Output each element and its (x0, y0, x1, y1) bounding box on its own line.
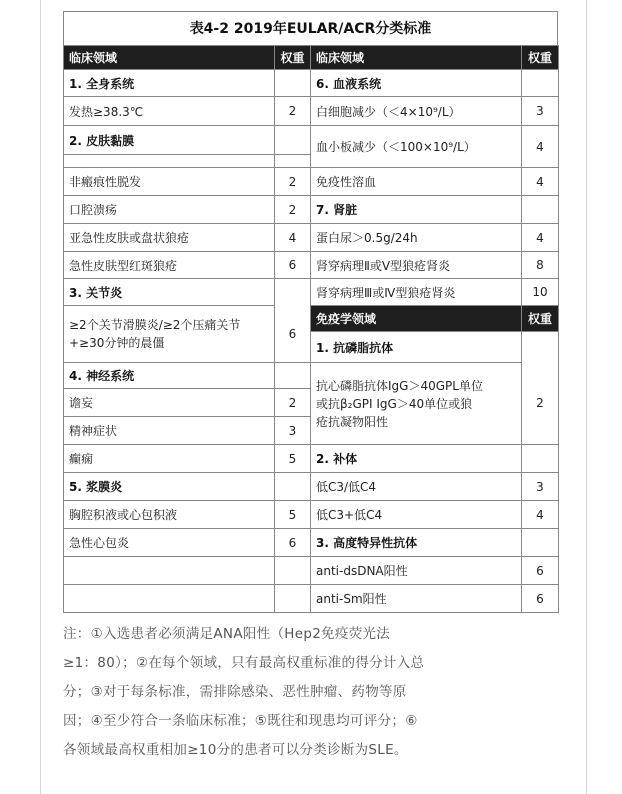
footnote-line-4: 因；④至少符合一条临床标准；⑤既往和现患均可评分；⑥ (63, 713, 418, 729)
header-immunologic-weight: 权重 (522, 306, 559, 332)
section-specific-antibodies: 3. 高度特异性抗体 (311, 529, 522, 557)
header-clinical-domain-right: 临床领域 (311, 46, 522, 70)
joint-line-2: +≥30分钟的晨僵 (69, 336, 165, 350)
weight-proteinuria: 4 (522, 224, 559, 252)
joint-line-1: ≥2个关节滑膜炎/≥2个压痛关节 (69, 318, 241, 332)
criterion-effusion: 胸腔积液或心包积液 (64, 501, 275, 529)
empty-cell (64, 585, 275, 613)
weight-biopsy-class2-5: 8 (522, 252, 559, 279)
criterion-biopsy-class3-4: 肾穿病理Ⅲ或Ⅳ型狼疮肾炎 (311, 279, 522, 306)
weight-antiphospholipid: 2 (522, 363, 559, 445)
weight-fever: 2 (275, 97, 311, 126)
criterion-biopsy-class2-5: 肾穿病理Ⅱ或Ⅴ型狼疮肾炎 (311, 252, 522, 279)
criterion-psychosis: 精神症状 (64, 417, 275, 445)
criterion-antiphospholipid-antibodies (311, 363, 522, 445)
section-constitutional: 1. 全身系统 (64, 70, 275, 97)
footnote-line-1: 注：①入选患者必须满足ANA阳性（Hep2免疫荧光法 (63, 626, 391, 642)
weight-anti-sm: 6 (522, 585, 559, 613)
criterion-seizure: 癫痫 (64, 445, 275, 473)
criterion-alopecia: 非瘢痕性脱发 (64, 168, 275, 196)
empty-cell (64, 557, 275, 585)
criterion-pericarditis: 急性心包炎 (64, 529, 275, 557)
weight-anti-dsdna: 6 (522, 557, 559, 585)
criterion-oral-ulcers: 口腔溃疡 (64, 196, 275, 224)
weight-effusion: 5 (275, 501, 311, 529)
apl-line-2: 或抗β₂GPⅠ IgG＞40单位或狼 (316, 396, 473, 411)
header-clinical-domain-left: 临床领域 (64, 46, 275, 70)
criterion-anti-dsdna: anti-dsDNA阳性 (311, 557, 522, 585)
section-antiphospholipid: 1. 抗磷脂抗体 (311, 332, 522, 363)
section-complement: 2. 补体 (311, 445, 522, 473)
section-mucocutaneous: 2. 皮肤黏膜 (64, 126, 275, 155)
weight-joint-involvement: 6 (275, 306, 311, 363)
footnote (63, 620, 561, 765)
criterion-thrombocytopenia: 血小板减少（＜100×10⁹/L） (311, 126, 522, 168)
criterion-proteinuria: 蛋白尿＞0.5g/24h (311, 224, 522, 252)
weight-pericarditis: 6 (275, 529, 311, 557)
criterion-delirium: 谵妄 (64, 389, 275, 417)
header-weight-right: 权重 (522, 46, 559, 70)
weight-delirium: 2 (275, 389, 311, 417)
header-weight-left: 权重 (275, 46, 311, 70)
weight-acle: 6 (275, 252, 311, 279)
weight-low-c3-and-c4: 4 (522, 501, 559, 529)
weight-oral-ulcers: 2 (275, 196, 311, 224)
footnote-line-3: 分；③对于每条标准，需排除感染、恶性肿瘤、药物等原 (63, 684, 407, 700)
section-serosal: 5. 浆膜炎 (64, 473, 275, 501)
left-border-line (40, 0, 41, 794)
criterion-hemolysis: 免疫性溶血 (311, 168, 522, 196)
criterion-fever: 发热≥38.3℃ (64, 97, 275, 126)
weight-seizure: 5 (275, 445, 311, 473)
criteria-table (63, 45, 559, 613)
apl-line-3: 疮抗凝物阳性 (316, 414, 389, 429)
weight-thrombocytopenia: 4 (522, 126, 559, 168)
criteria-table-container (63, 11, 558, 613)
section-renal: 7. 肾脏 (311, 196, 522, 224)
header-immunologic-domain: 免疫学领域 (311, 306, 522, 332)
criterion-scle-dle: 亚急性皮肤或盘状狼疮 (64, 224, 275, 252)
criterion-anti-sm: anti-Sm阳性 (311, 585, 522, 613)
criterion-leukopenia: 白细胞减少（＜4×10⁹/L） (311, 97, 522, 126)
criterion-low-c3-and-c4: 低C3+低C4 (311, 501, 522, 529)
footnote-line-5: 各领域最高权重相加≥10分的患者可以分类诊断为SLE。 (63, 742, 408, 758)
weight-hemolysis: 4 (522, 168, 559, 196)
weight-alopecia: 2 (275, 168, 311, 196)
weight-scle-dle: 4 (275, 224, 311, 252)
right-border-line (586, 0, 587, 794)
weight-psychosis: 3 (275, 417, 311, 445)
criterion-low-c3-or-c4: 低C3/低C4 (311, 473, 522, 501)
weight-low-c3-or-c4: 3 (522, 473, 559, 501)
apl-line-1: 抗心磷脂抗体IgG＞40GPL单位 (316, 378, 483, 393)
section-neuropsychiatric: 4. 神经系统 (64, 363, 275, 389)
section-hematologic: 6. 血液系统 (311, 70, 522, 97)
criterion-acle: 急性皮肤型红斑狼疮 (64, 252, 275, 279)
weight-biopsy-class3-4: 10 (522, 279, 559, 306)
footnote-line-2: ≥1：80）；②在每个领域，只有最高权重标准的得分计入总 (63, 655, 425, 671)
weight-leukopenia: 3 (522, 97, 559, 126)
table-title: 表4-2 2019年EULAR/ACR分类标准 (63, 11, 558, 45)
section-musculoskeletal: 3. 关节炎 (64, 279, 275, 306)
criterion-joint-involvement (64, 306, 275, 363)
